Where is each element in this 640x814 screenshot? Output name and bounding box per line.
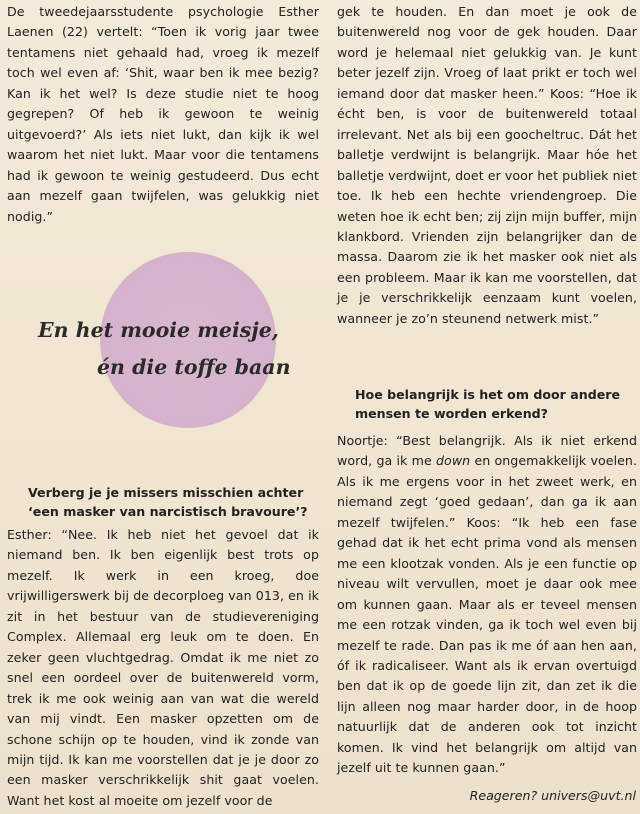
answer-esther-paragraph: Esther: “Nee. Ik heb niet het gevoel dat ik niemand ben. Ik ben eigenlijk best trots op mezelf. Ik werk in een kroeg, doe vrijwilligerswerk bij de decorploeg van 013, en ik zit in het bestuur van de studievereniging Complex. Allemaal erg leuk om te doen. En zeker geen vluchtgedrag. Omdat ik me niet zo snel een oordeel over de buitenwereld vorm, trek ik me ook weinig aan van wat die wereld van mij vindt. Een masker opzetten om de schone schijn op te houden, vind ik zonde van mijn tijd. Ik kan me voorstellen dat je je door zo een masker verschrikkelijk shit gaat voelen. Want het kost al moeite om jezelf voor de (7, 527, 319, 808)
pull-quote-line-1: En het mooie meisje, (38, 318, 279, 342)
right-paragraph-2-part-a: Noortje: “Best belangrijk. Als ik niet erkend word, ga ik me (337, 433, 637, 469)
right-column-top (337, 2, 637, 329)
pull-quote-line-2: én die toffe baan (97, 355, 291, 379)
right-column-bottom (337, 431, 637, 779)
intro-paragraph: De tweedejaarsstudente psychologie Esther Laenen (22) vertelt: “Toen ik vorig jaar twee tentamens niet gehaald had, vroeg ik mezelf toch wel even af: ‘Shit, waar ben ik mee bezig? Kan ik het wel? Is deze studie niet te hoog gegrepen? Of heb ik gewoon te weinig uitgevoerd?’ Als iets niet lukt, dan kijk ik wel waarom het niet lukt. Maar voor die tentamens had ik gewoon te weinig gestudeerd. Dus echt aan mezelf gaan twijfelen, was gelukkig niet nodig.” (7, 4, 319, 224)
emphasis-down: down (436, 453, 471, 469)
intro-paragraph-column (7, 2, 319, 227)
signoff-email: Reageren? univers@uvt.nl (469, 788, 636, 803)
right-paragraph-2-part-b: en ongemakkelijk voelen. Als ik me ergens voor in het zweet werk, en niemand zegt ‘goed gedaan’, dan ga ik aan mezelf twijfelen.” Koos: “Ik heb een fase gehad dat ik het echt prima vond als mensen me een klootzak vonden. Als je een functie op niveau wilt vervullen, moet je daar ook mee om kunnen gaan. Maar als er teveel mensen me een rotzak vinden, ga ik toch wel even bij mezelf te rade. Dan pas ik me óf aan hen aan, óf ik radicaliseer. Want als ik ervan overtuigd ben dat ik op de goede lijn zit, dan zet ik die lijn alleen nog maar harder door, in de hoop natuurlijk dat de anderen ook tot inzicht komen. Ik vind het belangrijk om altijd van jezelf uit te kunnen gaan.” (337, 453, 637, 776)
answer-esther-column (7, 525, 319, 811)
question-masker: Verberg je je missers misschien achter ‘een masker van narcistisch bravoure’? (28, 485, 308, 519)
right-paragraph-1: gek te houden. En dan moet je ook de buitenwereld nog voor de gek houden. Daar word je helemaal niet gelukkig van. Je kunt beter jezelf zijn. Vroeg of laat prikt er toch wel iemand door dat masker heen.” Koos: “Hoe ik écht ben, is voor de buitenwereld totaal irrelevant. Net als bij een goocheltruc. Dát het balletje verdwijnt is belangrijk. Maar hóe het balletje verdwijnt, doet er voor het publiek niet toe. Ik heb een hechte vriendengroep. Die weten hoe ik echt ben; zij zijn mijn buffer, mijn klankbord. Vrienden zijn belangrijker dan de massa. Daarom zie ik het masker ook niet als een probleem. Maar ik kan me voorstellen, dat je je verschrikkelijk eenzaam kunt voelen, wanneer je zo’n steunend netwerk mist.” (337, 4, 637, 326)
question-erkenning: Hoe belangrijk is het om door andere mensen te worden erkend? (355, 387, 621, 421)
right-paragraph-2 (337, 431, 637, 779)
